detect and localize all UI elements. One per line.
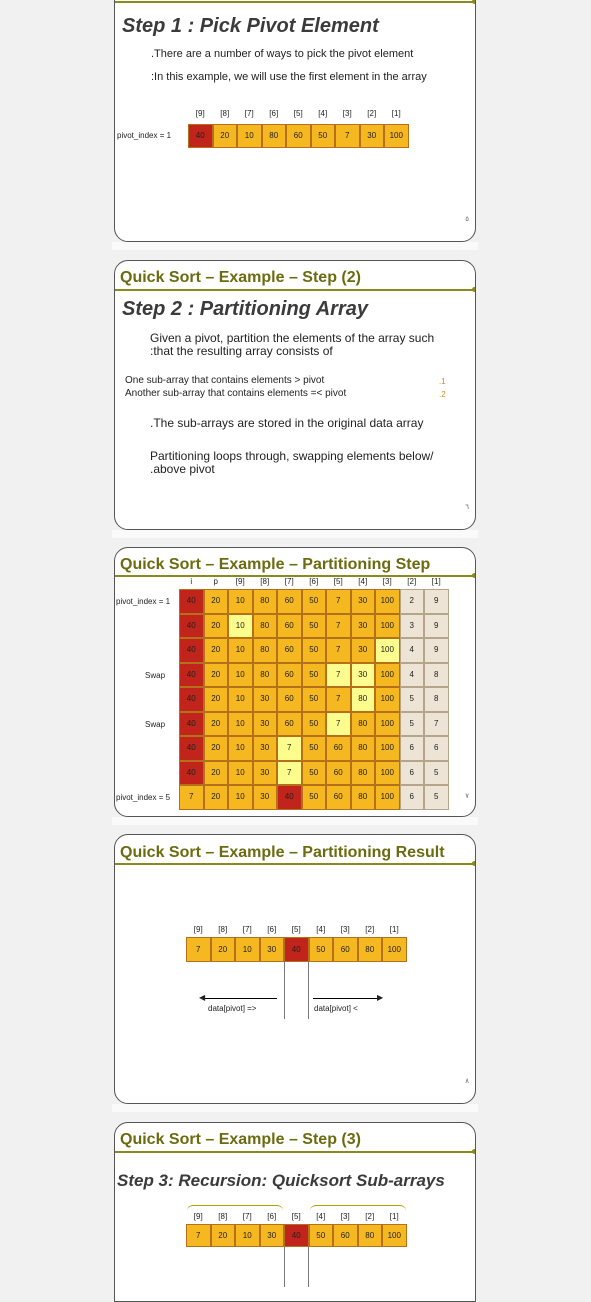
table-cell: 80 xyxy=(253,614,278,639)
array-cell: 50 xyxy=(309,937,334,962)
array-cell: 60 xyxy=(286,124,311,148)
index-label: [6] xyxy=(267,925,277,934)
table-cell: 20 xyxy=(204,736,229,761)
table-cell: 10 xyxy=(228,712,253,737)
column-header: [9] xyxy=(235,577,245,586)
slide-gap xyxy=(112,530,478,538)
index-label: [3] xyxy=(340,1212,350,1221)
table-cell: 30 xyxy=(351,663,376,688)
table-cell: 40 xyxy=(179,687,204,712)
page-number: ٨ xyxy=(465,1078,469,1085)
table-cell: 50 xyxy=(302,638,327,663)
divider-line xyxy=(284,1247,285,1287)
index-label: [8] xyxy=(220,109,230,118)
array-cell: 20 xyxy=(211,1224,236,1247)
row-label: pivot_index = 1 xyxy=(116,597,171,606)
table-cell: 50 xyxy=(302,687,327,712)
index-label: [9] xyxy=(193,925,203,934)
table-cell: 40 xyxy=(179,761,204,786)
array-cell: 100 xyxy=(384,124,409,148)
table-cell: 100 xyxy=(375,736,400,761)
title-rule xyxy=(115,863,475,865)
pivot-index-label: pivot_index = 1 xyxy=(117,131,172,140)
table-cell: 20 xyxy=(204,638,229,663)
table-cell: 40 xyxy=(179,736,204,761)
title-rule xyxy=(115,1151,475,1153)
table-cell: 100 xyxy=(375,663,400,688)
column-header: [2] xyxy=(407,577,417,586)
slide-text-line: .There are a number of ways to pick the pivot element xyxy=(151,48,414,60)
slide-text-line: :In this example, we will use the first element in the array xyxy=(151,71,427,83)
array-cell: 40 xyxy=(188,124,213,148)
table-cell: 7 xyxy=(326,614,351,639)
table-cell: 80 xyxy=(351,736,376,761)
array-cell: 30 xyxy=(260,1224,285,1247)
table-cell: 100 xyxy=(375,761,400,786)
index-label: [7] xyxy=(242,1212,252,1221)
table-cell: 20 xyxy=(204,589,229,614)
index-label: [6] xyxy=(267,1212,277,1221)
table-cell: 6 xyxy=(400,761,425,786)
slide-paragraph: Partitioning loops through, swapping elements below/ xyxy=(150,449,434,463)
table-cell: 30 xyxy=(253,712,278,737)
index-label: [2] xyxy=(367,109,377,118)
table-cell: 50 xyxy=(302,712,327,737)
table-cell: 80 xyxy=(253,638,278,663)
index-label: [4] xyxy=(318,109,328,118)
slide-heading: Step 1 : Pick Pivot Element xyxy=(122,15,379,37)
table-cell: 5 xyxy=(400,687,425,712)
arrow-head-right: ▶ xyxy=(377,993,384,1002)
table-cell: 10 xyxy=(228,785,253,810)
row-label: Swap xyxy=(145,670,166,680)
array-cell: 80 xyxy=(262,124,287,148)
table-cell: 3 xyxy=(400,614,425,639)
table-cell: 100 xyxy=(375,687,400,712)
list-item: Another sub-array that contains elements =< pivot xyxy=(125,388,347,399)
array-cell: 20 xyxy=(213,124,238,148)
column-header: p xyxy=(213,577,218,586)
table-cell: 100 xyxy=(375,712,400,737)
table-cell: 30 xyxy=(253,785,278,810)
column-header: [1] xyxy=(431,577,441,586)
index-label: [6] xyxy=(269,109,279,118)
slide-title: Quick Sort – Example – Partitioning Result xyxy=(120,844,445,861)
table-cell: 30 xyxy=(351,589,376,614)
table-cell: 80 xyxy=(253,663,278,688)
slide-paragraph: .above pivot xyxy=(150,462,215,476)
table-cell: 5 xyxy=(400,712,425,737)
table-cell: 20 xyxy=(204,761,229,786)
table-cell: 40 xyxy=(179,712,204,737)
table-cell: 100 xyxy=(375,589,400,614)
column-header: [7] xyxy=(284,577,294,586)
slide-paragraph: .The sub-arrays are stored in the original data array xyxy=(150,416,424,430)
index-label: [8] xyxy=(218,1212,228,1221)
table-cell: 5 xyxy=(424,785,449,810)
array-cell: 100 xyxy=(382,937,407,962)
array-cell: 40 xyxy=(284,1224,309,1247)
table-cell: 7 xyxy=(179,785,204,810)
array-cell: 100 xyxy=(382,1224,407,1247)
column-header: [8] xyxy=(260,577,270,586)
table-cell: 10 xyxy=(228,761,253,786)
table-cell: 60 xyxy=(277,638,302,663)
table-cell: 60 xyxy=(277,663,302,688)
index-label: [5] xyxy=(293,109,303,118)
right-label: data[pivot] < xyxy=(314,1004,358,1013)
array-cell: 50 xyxy=(311,124,336,148)
table-cell: 7 xyxy=(326,687,351,712)
index-label: [9] xyxy=(193,1212,203,1221)
array-cell: 10 xyxy=(235,937,260,962)
table-cell: 10 xyxy=(228,687,253,712)
table-cell: 8 xyxy=(424,663,449,688)
slide-1 xyxy=(114,0,476,242)
table-cell: 40 xyxy=(179,589,204,614)
table-cell: 30 xyxy=(253,761,278,786)
slide-2 xyxy=(114,260,476,530)
slide-gap xyxy=(112,242,478,250)
left-label: data[pivot] => xyxy=(208,1004,257,1013)
array-cell: 40 xyxy=(284,937,309,962)
index-label: [2] xyxy=(365,925,375,934)
index-label: [3] xyxy=(340,925,350,934)
table-cell: 100 xyxy=(375,638,400,663)
table-cell: 50 xyxy=(302,785,327,810)
table-cell: 100 xyxy=(375,614,400,639)
array-cell: 80 xyxy=(358,1224,383,1247)
column-header: [5] xyxy=(333,577,343,586)
table-cell: 60 xyxy=(326,736,351,761)
table-cell: 9 xyxy=(424,589,449,614)
table-cell: 30 xyxy=(253,736,278,761)
row-label: Swap xyxy=(145,719,166,729)
table-cell: 20 xyxy=(204,785,229,810)
table-cell: 80 xyxy=(351,687,376,712)
table-cell: 50 xyxy=(302,736,327,761)
table-cell: 60 xyxy=(277,687,302,712)
table-cell: 7 xyxy=(277,761,302,786)
table-cell: 40 xyxy=(277,785,302,810)
list-item: One sub-array that contains elements > pivot xyxy=(125,375,325,386)
array-cell: 7 xyxy=(186,937,211,962)
table-cell: 60 xyxy=(326,785,351,810)
slide-paragraph: Given a pivot, partition the elements of the array such xyxy=(150,331,435,345)
array-cell: 30 xyxy=(260,937,285,962)
divider-line xyxy=(308,961,309,1019)
array-cell: 10 xyxy=(237,124,262,148)
table-cell: 30 xyxy=(253,687,278,712)
table-cell: 60 xyxy=(277,589,302,614)
slide-gap xyxy=(112,817,478,825)
index-label: [5] xyxy=(291,1212,301,1221)
column-header: [4] xyxy=(358,577,368,586)
right-brace xyxy=(310,1205,406,1212)
table-cell: 80 xyxy=(351,785,376,810)
page-number: ٥ xyxy=(465,216,469,223)
table-cell: 4 xyxy=(400,638,425,663)
table-cell: 7 xyxy=(326,663,351,688)
column-header: [6] xyxy=(309,577,319,586)
table-cell: 6 xyxy=(424,736,449,761)
table-cell: 50 xyxy=(302,663,327,688)
array-cell: 60 xyxy=(333,1224,358,1247)
arrow-head-left: ◀ xyxy=(199,993,206,1002)
row-label: pivot_index = 5 xyxy=(116,793,171,802)
table-cell: 6 xyxy=(400,736,425,761)
index-label: [4] xyxy=(316,1212,326,1221)
slide-heading: Step 2 : Partitioning Array xyxy=(122,298,368,320)
table-cell: 10 xyxy=(228,736,253,761)
slide-title: Quick Sort – Example – Partitioning Step xyxy=(120,556,431,573)
table-cell: 40 xyxy=(179,663,204,688)
divider-line xyxy=(308,1247,309,1287)
table-cell: 30 xyxy=(351,614,376,639)
array-cell: 80 xyxy=(358,937,383,962)
left-arrow xyxy=(202,998,277,999)
slide-3 xyxy=(114,547,476,817)
table-cell: 10 xyxy=(228,638,253,663)
index-label: [2] xyxy=(365,1212,375,1221)
slide-title: Quick Sort – Example – Step (3) xyxy=(120,1131,361,1148)
table-cell: 80 xyxy=(351,761,376,786)
table-cell: 10 xyxy=(228,663,253,688)
table-cell: 50 xyxy=(302,589,327,614)
table-cell: 60 xyxy=(277,712,302,737)
index-label: [9] xyxy=(195,109,205,118)
table-cell: 20 xyxy=(204,687,229,712)
table-cell: 7 xyxy=(326,712,351,737)
table-cell: 40 xyxy=(179,614,204,639)
table-cell: 7 xyxy=(326,638,351,663)
array-cell: 7 xyxy=(186,1224,211,1247)
table-cell: 20 xyxy=(204,712,229,737)
table-cell: 8 xyxy=(424,687,449,712)
array-cell: 50 xyxy=(309,1224,334,1247)
index-label: [8] xyxy=(218,925,228,934)
table-cell: 80 xyxy=(253,589,278,614)
table-cell: 50 xyxy=(302,614,327,639)
index-label: [7] xyxy=(242,925,252,934)
index-label: [4] xyxy=(316,925,326,934)
index-label: [1] xyxy=(389,925,399,934)
title-rule xyxy=(115,1,475,3)
column-header: i xyxy=(190,577,193,586)
table-cell: 7 xyxy=(326,589,351,614)
table-cell: 7 xyxy=(424,712,449,737)
table-cell: 9 xyxy=(424,614,449,639)
slide-4 xyxy=(114,834,476,1104)
index-label: [3] xyxy=(342,109,352,118)
table-cell: 30 xyxy=(351,638,376,663)
array-cell: 7 xyxy=(335,124,360,148)
page-number: ٧ xyxy=(465,793,469,800)
table-cell: 80 xyxy=(351,712,376,737)
table-cell: 9 xyxy=(424,638,449,663)
divider-line xyxy=(284,961,285,1019)
table-cell: 10 xyxy=(228,589,253,614)
index-label: [7] xyxy=(244,109,254,118)
column-header: [3] xyxy=(382,577,392,586)
title-rule xyxy=(115,289,475,291)
array-cell: 30 xyxy=(360,124,385,148)
array-cell: 10 xyxy=(235,1224,260,1247)
table-cell: 20 xyxy=(204,663,229,688)
table-cell: 6 xyxy=(400,785,425,810)
table-cell: 4 xyxy=(400,663,425,688)
right-arrow xyxy=(313,998,379,999)
table-cell: 100 xyxy=(375,785,400,810)
table-cell: 60 xyxy=(277,614,302,639)
table-cell: 20 xyxy=(204,614,229,639)
slide-paragraph: :that the resulting array consists of xyxy=(150,344,333,358)
page-number: ٦ xyxy=(465,504,469,511)
slide-5 xyxy=(114,1122,476,1302)
list-number: .1 xyxy=(439,377,446,386)
left-brace xyxy=(187,1205,283,1212)
table-cell: 5 xyxy=(424,761,449,786)
slide-gap xyxy=(112,1104,478,1112)
array-cell: 60 xyxy=(333,937,358,962)
table-cell: 2 xyxy=(400,589,425,614)
slide-title: Quick Sort – Example – Step (2) xyxy=(120,269,361,286)
table-cell: 40 xyxy=(179,638,204,663)
array-cell: 20 xyxy=(211,937,236,962)
table-cell: 60 xyxy=(326,761,351,786)
list-number: .2 xyxy=(439,390,446,399)
index-label: [5] xyxy=(291,925,301,934)
table-cell: 10 xyxy=(228,614,253,639)
index-label: [1] xyxy=(391,109,401,118)
slide-heading: Step 3: Recursion: Quicksort Sub-arrays xyxy=(117,1171,445,1190)
table-cell: 7 xyxy=(277,736,302,761)
table-cell: 50 xyxy=(302,761,327,786)
index-label: [1] xyxy=(389,1212,399,1221)
